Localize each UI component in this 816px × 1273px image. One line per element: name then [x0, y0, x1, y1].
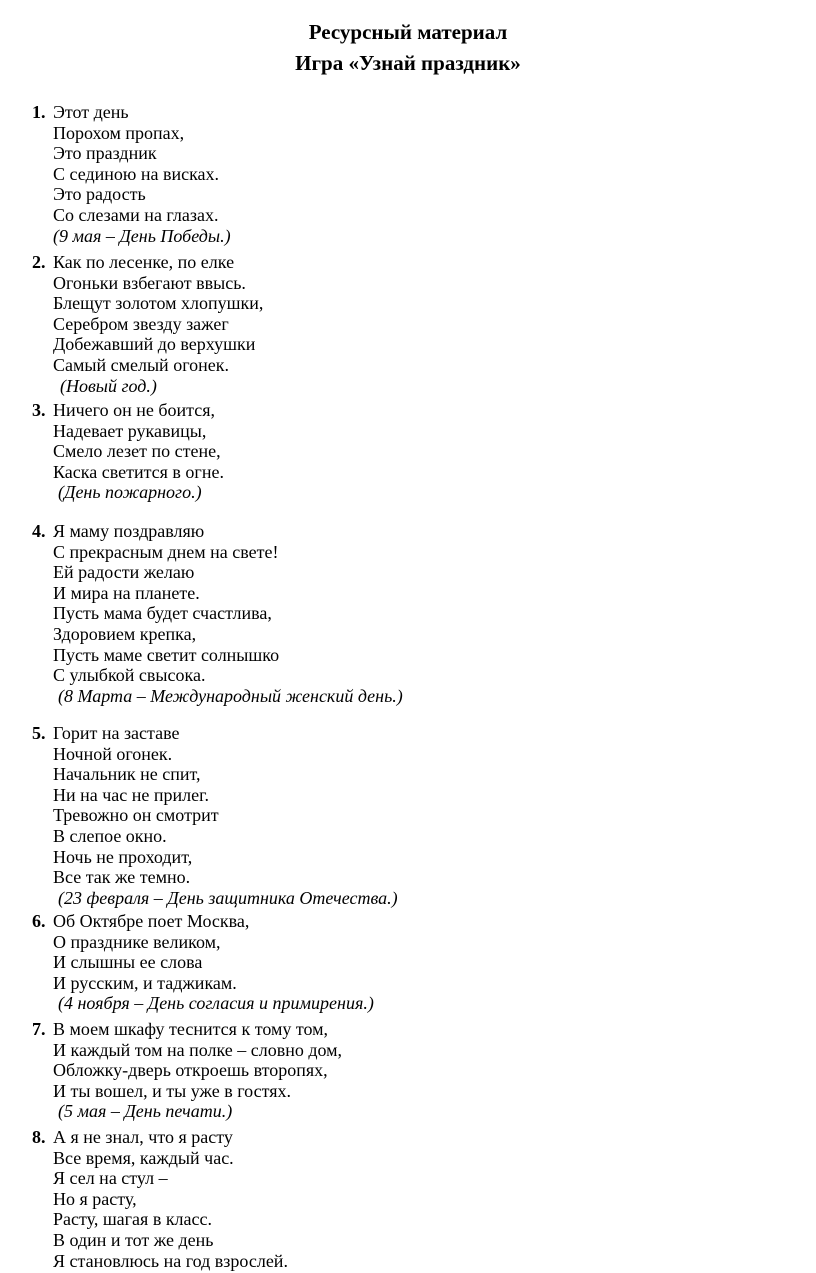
- riddle-line: Ни на час не прилег.: [53, 784, 209, 805]
- riddle-line: Обложку-дверь откроешь второпях,: [53, 1060, 328, 1081]
- riddle-line: Порохом пропах,: [53, 122, 185, 143]
- riddle-line: В слепое окно.: [53, 825, 167, 846]
- riddle-number: 3.: [32, 400, 46, 420]
- riddle-line: О празднике великом,: [53, 931, 221, 952]
- riddle-line: 4. Я маму поздравляю: [32, 521, 205, 541]
- riddle-line: Надевает рукавицы,: [53, 420, 207, 441]
- riddle-line: Расту, шагая в класс.: [53, 1209, 213, 1230]
- riddle-line: Это праздник: [53, 143, 157, 164]
- riddle-line: Я сел на стул –: [53, 1168, 168, 1189]
- riddle-line: Все так же темно.: [53, 867, 191, 888]
- riddle-line: 8. А я не знал, что я расту: [32, 1127, 233, 1147]
- riddle-4: [32, 521, 792, 706]
- riddle-answer: (9 мая – День Победы.): [53, 225, 231, 246]
- riddle-line: 5. Горит на заставе: [32, 723, 180, 743]
- riddle-line: И ты вошел, и ты уже в гостях.: [53, 1080, 291, 1101]
- riddle-line: Начальник не спит,: [53, 764, 201, 785]
- riddle-answer: (День пожарного.): [58, 482, 202, 503]
- riddle-line: Самый смелый огонек.: [53, 354, 229, 375]
- riddle-line: Все время, каждый час.: [53, 1147, 234, 1168]
- riddle-line: Добежавший до верхушки: [53, 334, 256, 355]
- document-subtitle: Игра «Узнай праздник»: [295, 51, 521, 75]
- riddle-6: [32, 911, 792, 1014]
- riddle-line: С прекрасным днем на свете!: [53, 541, 279, 562]
- riddle-line: Тревожно он смотрит: [53, 805, 219, 826]
- riddle-line: В один и тот же день: [53, 1229, 214, 1250]
- riddle-line: Ей радости желаю: [53, 562, 195, 583]
- riddle-answer: (8 Марта – Международный женский день.): [58, 685, 403, 706]
- riddle-number: 2.: [32, 252, 46, 272]
- riddle-1: [32, 102, 792, 246]
- riddle-line: И слышны ее слова: [53, 952, 203, 973]
- riddle-number: 1.: [32, 102, 46, 122]
- riddle-line: Здоровием крепка,: [53, 623, 197, 644]
- riddle-line: 7. В моем шкафу теснится к тому том,: [32, 1019, 329, 1039]
- riddle-line: 6. Об Октябре поет Москва,: [32, 911, 250, 931]
- riddle-answer: (23 февраля – День защитника Отечества.): [58, 887, 398, 908]
- riddle-line: Блещут золотом хлопушки,: [53, 293, 264, 314]
- riddle-line: Каска светится в огне.: [53, 461, 224, 482]
- riddle-line: Смело лезет по стене,: [53, 441, 221, 462]
- riddle-line: 3. Ничего он не боится,: [32, 400, 216, 420]
- riddle-line: Пусть маме светит солнышко: [53, 644, 280, 665]
- riddle-line: С улыбкой свысока.: [53, 665, 206, 686]
- riddle-8: [32, 1127, 792, 1271]
- riddle-line: Со слезами на глазах.: [53, 204, 219, 225]
- riddle-line: Огоньки взбегают ввысь.: [53, 272, 246, 293]
- document-title: Ресурсный материал: [308, 20, 508, 44]
- riddle-line: И мира на планете.: [53, 582, 200, 603]
- riddle-line: 2. Как по лесенке, по елке: [32, 252, 235, 272]
- riddle-answer: (4 ноября – День согласия и примирения.): [58, 993, 374, 1014]
- riddle-number: 7.: [32, 1019, 46, 1039]
- riddle-2: [32, 252, 792, 396]
- riddle-5: [32, 723, 792, 908]
- riddle-number: 8.: [32, 1127, 46, 1147]
- riddle-number: 5.: [32, 723, 46, 743]
- riddle-number: 6.: [32, 911, 46, 931]
- riddle-answer: (Новый год.): [60, 375, 157, 396]
- riddle-line: Ночь не проходит,: [53, 846, 193, 867]
- riddle-line: Я становлюсь на год взрослей.: [53, 1250, 288, 1271]
- riddle-number: 4.: [32, 521, 46, 541]
- riddle-line: Это радость: [53, 184, 146, 205]
- riddle-line: И русским, и таджикам.: [53, 972, 237, 993]
- riddle-3: [32, 400, 792, 503]
- riddle-line: С сединою на висках.: [53, 163, 220, 184]
- riddle-line: Но я расту,: [53, 1188, 137, 1209]
- riddle-answer: (5 мая – День печати.): [58, 1101, 233, 1122]
- riddle-line: Серебром звезду зажег: [53, 313, 229, 334]
- riddle-line: Пусть мама будет счастлива,: [53, 603, 272, 624]
- riddle-line: И каждый том на полке – словно дом,: [53, 1039, 343, 1060]
- riddle-line: Ночной огонек.: [53, 743, 173, 764]
- riddle-line: 1. Этот день: [32, 102, 129, 122]
- riddle-7: [32, 1019, 792, 1122]
